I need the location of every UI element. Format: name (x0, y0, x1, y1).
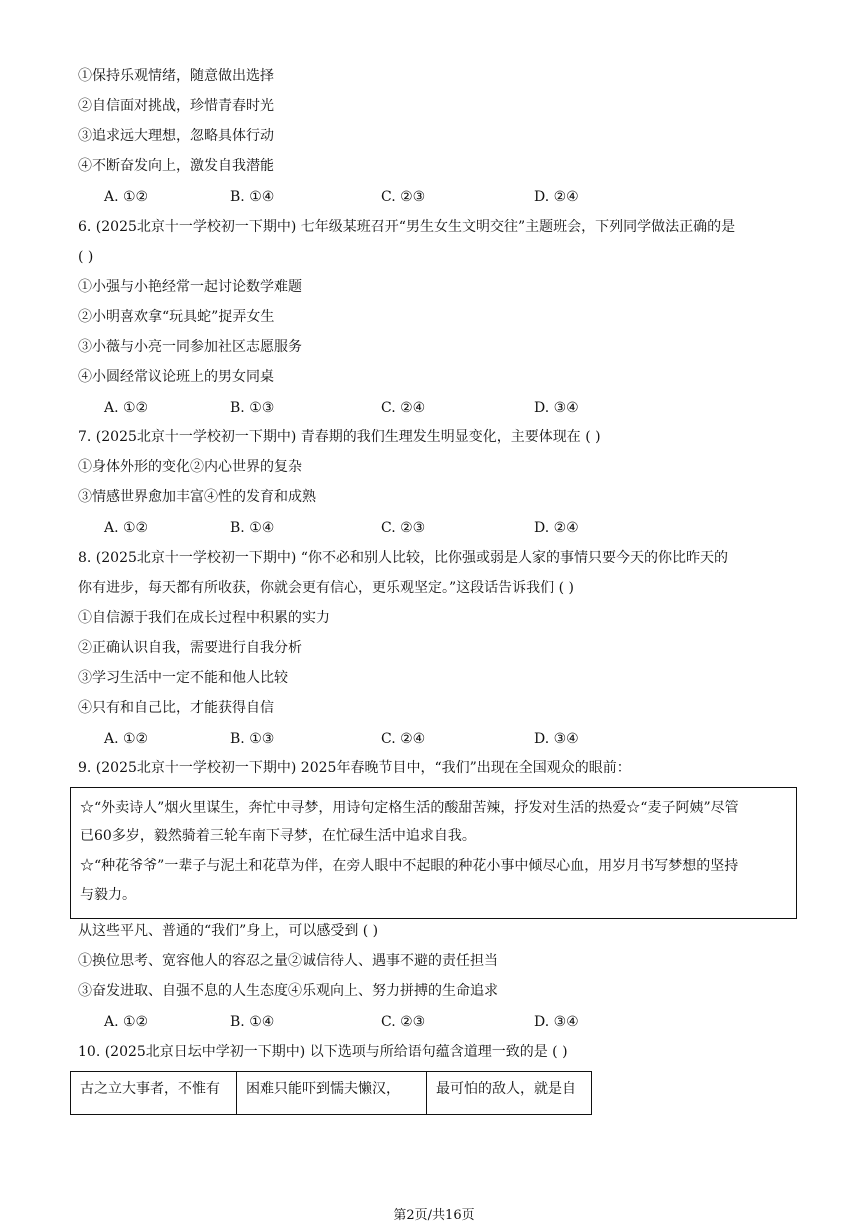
q9-option-c[interactable]: C. ②③ (381, 1014, 426, 1030)
q6-item-1: ①小强与小艳经常一起讨论数学难题 (78, 279, 302, 295)
q7-stem: 7. (2025北京十一学校初一下期中) 青春期的我们生理发生明显变化，主要体现在 ( ) (78, 429, 601, 445)
q8-stem-line-2: 你有进步，每天都有所收获，你就会更有信心，更乐观坚定。”这段话告诉我们 ( ) (78, 580, 574, 596)
q5-item-2: ②自信面对挑战，珍惜青春时光 (78, 98, 274, 114)
q8-option-b[interactable]: B. ①③ (230, 731, 275, 747)
q9-item-2: ③奋发进取、自强不息的人生态度④乐观向上、努力拼搏的生命追求 (78, 983, 498, 999)
q5-option-d[interactable]: D. ②④ (534, 189, 579, 205)
q9-option-a[interactable]: A. ①② (104, 1014, 149, 1030)
q8-item-3: ③学习生活中一定不能和他人比较 (78, 670, 288, 686)
q8-item-1: ①自信源于我们在成长过程中积累的实力 (78, 610, 330, 626)
q6-stem-line-1: 6. (2025北京十一学校初一下期中) 七年级某班召开“男生女生文明交往”主题班会，下列同学做法正确的是 (78, 219, 736, 235)
q9-material-line-2: 已60多岁，毅然骑着三轮车南下寻梦，在忙碌生活中追求自我。 (80, 828, 476, 844)
q5-option-a[interactable]: A. ①② (104, 189, 149, 205)
q9-item-1: ①换位思考、宽容他人的容忍之量②诚信待人、遇事不避的责任担当 (78, 953, 498, 969)
q6-option-b[interactable]: B. ①③ (230, 400, 275, 416)
q8-option-d[interactable]: D. ③④ (534, 731, 579, 747)
q9-option-b[interactable]: B. ①④ (230, 1014, 275, 1030)
q10-quote-cell-3: 最可怕的敌人，就是自 (436, 1081, 576, 1097)
q6-option-a[interactable]: A. ①② (104, 400, 149, 416)
q6-item-2: ②小明喜欢拿“玩具蛇”捉弄女生 (78, 309, 275, 325)
page-number: 第2页/共16页 (393, 1208, 475, 1223)
q6-option-d[interactable]: D. ③④ (534, 400, 579, 416)
q9-option-d[interactable]: D. ③④ (534, 1014, 579, 1030)
q9-prompt: 从这些平凡、普通的“我们”身上，可以感受到 ( ) (78, 923, 379, 939)
q10-quote-cell-2: 困难只能吓到懦夫懒汉， (237, 1072, 427, 1114)
q6-option-c[interactable]: C. ②④ (381, 400, 426, 416)
q8-item-4: ④只有和自己比，才能获得自信 (78, 700, 274, 716)
q8-stem-line-1: 8. (2025北京十一学校初一下期中) “你不必和别人比较，比你强或弱是人家的事情只要今天的你比昨天的 (78, 550, 728, 566)
q9-stem: 9. (2025北京十一学校初一下期中) 2025年春晚节目中，“我们”出现在全国观众的眼前： (78, 760, 631, 776)
q6-item-3: ③小薇与小亮一同参加社区志愿服务 (78, 339, 302, 355)
q9-material-box (70, 787, 797, 919)
q6-stem-line-2: ( ) (78, 249, 94, 265)
q5-item-4: ④不断奋发向上，激发自我潜能 (78, 158, 274, 174)
q5-item-1: ①保持乐观情绪，随意做出选择 (78, 68, 274, 84)
q8-option-a[interactable]: A. ①② (104, 731, 149, 747)
q5-option-c[interactable]: C. ②③ (381, 189, 426, 205)
q7-option-a[interactable]: A. ①② (104, 520, 149, 536)
q6-item-4: ④小圆经常议论班上的男女同桌 (78, 369, 274, 385)
q10-quote-cell-1: 古之立大事者，不惟有 (71, 1072, 237, 1114)
q5-option-b[interactable]: B. ①④ (230, 189, 275, 205)
q9-material-line-4: 与毅力。 (80, 887, 136, 903)
q7-option-b[interactable]: B. ①④ (230, 520, 275, 536)
q10-stem: 10. (2025北京日坛中学初一下期中) 以下选项与所给语句蕴含道理一致的是 ( ) (78, 1044, 568, 1060)
q8-item-2: ②正确认识自我，需要进行自我分析 (78, 640, 302, 656)
q9-material-line-1: ☆“外卖诗人”烟火里谋生，奔忙中寻梦，用诗句定格生活的酸甜苦辣，抒发对生活的热爱☆“麦子阿姨”尽管 (80, 800, 739, 816)
q7-item-2: ③情感世界愈加丰富④性的发育和成熟 (78, 489, 316, 505)
q7-option-c[interactable]: C. ②③ (381, 520, 426, 536)
q9-material-line-3: ☆“种花爷爷”一辈子与泥土和花草为伴，在旁人眼中不起眼的种花小事中倾尽心血，用岁月书写梦想的坚持 (80, 858, 739, 874)
q8-option-c[interactable]: C. ②④ (381, 731, 426, 747)
q7-item-1: ①身体外形的变化②内心世界的复杂 (78, 459, 302, 475)
q10-quote-table (70, 1071, 592, 1115)
q5-item-3: ③追求远大理想，忽略具体行动 (78, 128, 274, 144)
q7-option-d[interactable]: D. ②④ (534, 520, 579, 536)
